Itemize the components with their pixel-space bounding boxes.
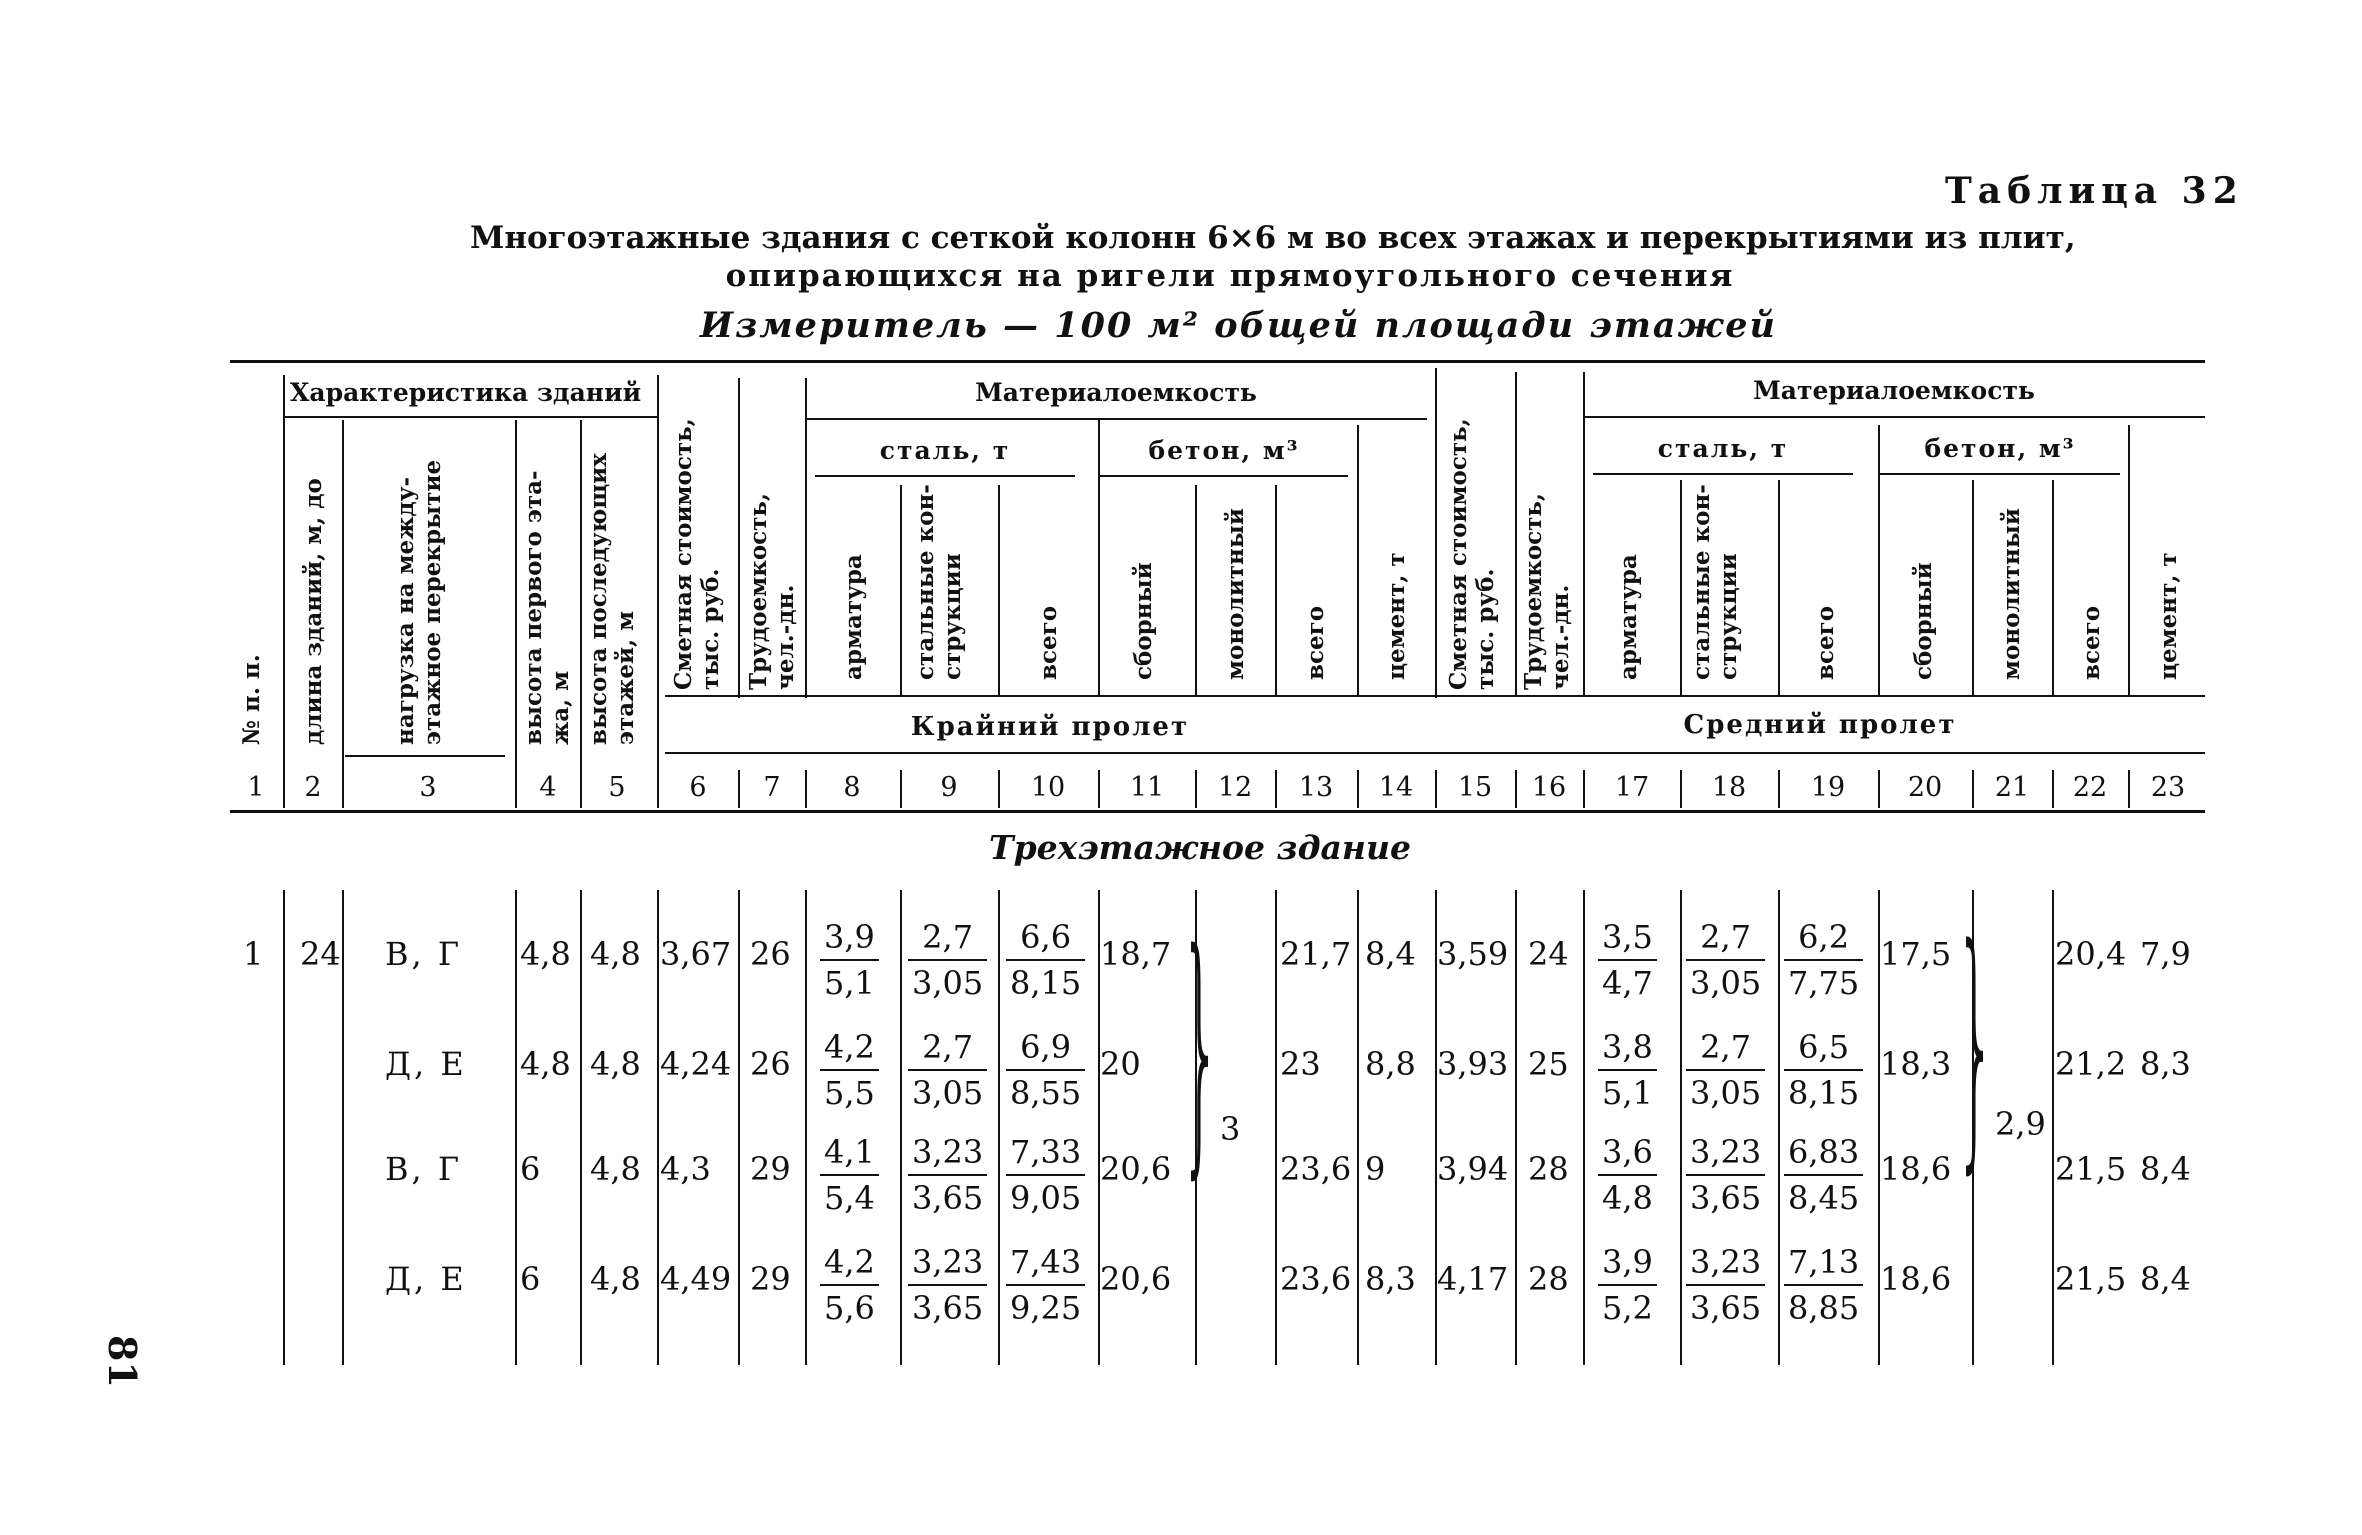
fraction-numerator: 6,2: [1784, 915, 1863, 961]
fraction-denominator: 7,75: [1788, 964, 1860, 1002]
column-number: 7: [763, 772, 781, 803]
vline: [1778, 770, 1780, 808]
estimated-cost: 3,67: [660, 935, 732, 973]
vline: [1435, 368, 1437, 698]
vline: [1878, 770, 1880, 808]
rule-numbers-bottom: [230, 810, 2205, 813]
fraction-denominator: 3,65: [912, 1289, 984, 1327]
total-concrete: 23: [1280, 1045, 1321, 1083]
rebar-fraction: [820, 915, 879, 1005]
vline: [1357, 890, 1359, 1365]
vline: [283, 375, 285, 807]
header-h-next: высота последующих этажей, м: [585, 453, 639, 745]
fraction-numerator: 3,9: [1598, 1240, 1657, 1286]
column-number: 20: [1907, 772, 1943, 803]
header-steel-left: сталь, т: [879, 436, 1011, 465]
load-value: Д, Е: [385, 1260, 467, 1298]
fraction-denominator: 9,25: [1010, 1289, 1082, 1327]
fraction-numerator: 6,5: [1784, 1025, 1863, 1071]
precast-concrete: 18,7: [1100, 935, 1172, 973]
fraction-denominator: 3,05: [1690, 1074, 1762, 1112]
monolithic-middle-value: 2,9: [1995, 1105, 2046, 1143]
fraction-numerator: 2,7: [908, 915, 987, 961]
labor-intensity: 29: [750, 1150, 791, 1188]
cement: 9: [1365, 1150, 1386, 1188]
first-floor-height: 4,8: [520, 1045, 571, 1083]
precast-concrete: 20,6: [1100, 1150, 1172, 1188]
vline: [900, 770, 902, 808]
fraction-numerator: 6,6: [1006, 915, 1085, 961]
fraction-denominator: 8,45: [1788, 1179, 1860, 1217]
rebar-fraction: [820, 1130, 879, 1220]
building-length: 24: [300, 935, 341, 973]
header-precast: сборный: [1130, 562, 1157, 680]
rebar-fraction-middle: [1598, 915, 1657, 1005]
vline: [342, 420, 344, 807]
total-concrete-middle: 20,4: [2055, 935, 2127, 973]
rule-top: [230, 360, 2205, 363]
load-value: Д, Е: [385, 1045, 467, 1083]
steel-total-fraction: [1006, 1240, 1085, 1330]
vline: [998, 890, 1000, 1365]
header-total-2: всего: [1812, 605, 1839, 680]
first-floor-height: 6: [520, 1260, 541, 1298]
table-title-line1: Многоэтажные здания с сеткой колонн 6×6 м во всех этажах и перекрытиями из плит,: [470, 220, 2076, 256]
vline: [738, 378, 740, 698]
estimated-cost-middle: 3,94: [1437, 1150, 1509, 1188]
table-measure: Измеритель — 100 м² общей площади этажей: [700, 305, 1777, 346]
header-cost: Сметная стоимость, тыс. руб.: [670, 418, 724, 690]
fraction-numerator: 7,33: [1006, 1130, 1085, 1176]
header-no: № п. п.: [238, 654, 265, 745]
cement-middle: 8,3: [2140, 1045, 2191, 1083]
fraction-numerator: 2,7: [1686, 915, 1765, 961]
vline: [2052, 770, 2054, 808]
column-number: 9: [940, 772, 958, 803]
fraction-numerator: 3,23: [1686, 1240, 1765, 1286]
header-total-concrete: всего: [1302, 605, 1329, 680]
column-number: 11: [1129, 772, 1165, 803]
rule-char: [285, 416, 657, 418]
total-concrete-middle: 21,2: [2055, 1045, 2127, 1083]
vline: [1972, 770, 1974, 808]
cement-middle: 8,4: [2140, 1260, 2191, 1298]
header-material-left: Материалоемкость: [975, 378, 1257, 407]
fraction-numerator: 3,5: [1598, 915, 1657, 961]
estimated-cost: 4,49: [660, 1260, 732, 1298]
labor-intensity-middle: 28: [1528, 1260, 1569, 1298]
vline: [1778, 890, 1780, 1365]
header-monolithic: монолитный: [1222, 508, 1249, 680]
fraction-denominator: 5,6: [824, 1289, 875, 1327]
header-labor-2: Трудоемкость, чел.-дн.: [1520, 492, 1574, 690]
precast-concrete-middle: 18,6: [1880, 1150, 1952, 1188]
steel-structure-fraction: [908, 1240, 987, 1330]
header-length: длина зданий, м, до: [300, 478, 327, 745]
estimated-cost-middle: 3,93: [1437, 1045, 1509, 1083]
vline: [1275, 770, 1277, 808]
vline: [900, 485, 902, 695]
first-floor-height: 6: [520, 1150, 541, 1188]
steel-total-fraction-middle: [1784, 1025, 1863, 1115]
vline: [1583, 890, 1585, 1365]
row-number: 1: [243, 935, 264, 973]
column-number: 23: [2150, 772, 2186, 803]
column-number: 13: [1298, 772, 1334, 803]
estimated-cost-middle: 4,17: [1437, 1260, 1509, 1298]
precast-concrete-middle: 18,3: [1880, 1045, 1952, 1083]
column-number: 16: [1531, 772, 1567, 803]
fraction-denominator: 8,55: [1010, 1074, 1082, 1112]
vline: [1680, 770, 1682, 808]
column-number: 14: [1378, 772, 1414, 803]
next-floor-height: 4,8: [590, 1260, 641, 1298]
fraction-numerator: 6,9: [1006, 1025, 1085, 1071]
header-concrete-left: бетон, м³: [1148, 436, 1300, 465]
cement: 8,8: [1365, 1045, 1416, 1083]
vline: [1275, 890, 1277, 1365]
labor-intensity: 29: [750, 1260, 791, 1298]
fraction-numerator: 4,1: [820, 1130, 879, 1176]
header-precast-2: сборный: [1910, 562, 1937, 680]
vline: [580, 890, 582, 1365]
fraction-denominator: 8,15: [1010, 964, 1082, 1002]
fraction-denominator: 3,65: [1690, 1179, 1762, 1217]
header-steel-struct-2: стальные кон- струкции: [1688, 484, 1742, 680]
vline: [2052, 890, 2054, 1365]
fraction-denominator: 3,65: [912, 1179, 984, 1217]
column-number: 22: [2072, 772, 2108, 803]
precast-concrete: 20,6: [1100, 1260, 1172, 1298]
vline: [1357, 425, 1359, 695]
vline: [998, 770, 1000, 808]
cement-middle: 8,4: [2140, 1150, 2191, 1188]
vline: [657, 890, 659, 1365]
steel-structure-fraction-middle: [1686, 1025, 1765, 1115]
labor-intensity: 26: [750, 1045, 791, 1083]
vline: [580, 420, 582, 807]
total-concrete: 23,6: [1280, 1260, 1352, 1298]
fraction-numerator: 3,23: [908, 1240, 987, 1286]
steel-total-fraction-middle: [1784, 915, 1863, 1005]
steel-structure-fraction-middle: [1686, 1240, 1765, 1330]
rebar-fraction-middle: [1598, 1025, 1657, 1115]
vline: [1098, 770, 1100, 808]
rule-concrete-left: [1100, 475, 1348, 477]
precast-concrete-middle: 17,5: [1880, 935, 1952, 973]
precast-concrete: 20: [1100, 1045, 1141, 1083]
section-title: Трехэтажное здание: [989, 828, 1411, 867]
fraction-denominator: 9,05: [1010, 1179, 1082, 1217]
monolithic-edge-value: 3: [1220, 1110, 1241, 1148]
total-concrete-middle: 21,5: [2055, 1150, 2127, 1188]
total-concrete: 23,6: [1280, 1150, 1352, 1188]
page-number: 81: [100, 1335, 145, 1388]
column-number: 18: [1711, 772, 1747, 803]
steel-total-fraction-middle: [1784, 1130, 1863, 1220]
header-monolithic-2: монолитный: [1998, 508, 2025, 680]
fraction-denominator: 8,85: [1788, 1289, 1860, 1327]
column-number: 17: [1614, 772, 1650, 803]
steel-structure-fraction: [908, 1025, 987, 1115]
header-labor: Трудоемкость, чел.-дн.: [745, 492, 799, 690]
header-material-right: Материалоемкость: [1753, 376, 2035, 405]
vline: [283, 890, 285, 1365]
vline: [657, 375, 659, 807]
column-number: 15: [1457, 772, 1493, 803]
fraction-denominator: 3,05: [912, 1074, 984, 1112]
vline: [1778, 480, 1780, 695]
column-number: 1: [247, 772, 265, 803]
column-number: 3: [419, 772, 437, 803]
vline: [342, 890, 344, 1365]
fraction-numerator: 3,9: [820, 915, 879, 961]
brace-middle: }: [1955, 894, 1997, 1196]
next-floor-height: 4,8: [590, 1150, 641, 1188]
fraction-numerator: 4,2: [820, 1240, 879, 1286]
steel-structure-fraction: [908, 915, 987, 1005]
steel-total-fraction: [1006, 1025, 1085, 1115]
rule-char-bottom: [345, 755, 505, 757]
vline: [515, 420, 517, 807]
header-middle-span: Средний пролет: [1683, 710, 1957, 740]
next-floor-height: 4,8: [590, 935, 641, 973]
vline: [515, 890, 517, 1365]
rule-span-bottom: [665, 752, 2205, 754]
load-value: В, Г: [385, 935, 463, 973]
fraction-numerator: 3,6: [1598, 1130, 1657, 1176]
table-number: Таблица 32: [1945, 170, 2244, 212]
vline: [1515, 890, 1517, 1365]
vline: [805, 890, 807, 1365]
precast-concrete-middle: 18,6: [1880, 1260, 1952, 1298]
rule-steel-left: [815, 475, 1075, 477]
rule-mat-left: [805, 418, 1427, 420]
labor-intensity-middle: 25: [1528, 1045, 1569, 1083]
fraction-denominator: 3,05: [1690, 964, 1762, 1002]
header-load: нагрузка на между- этажное перекрытие: [392, 459, 446, 745]
rebar-fraction: [820, 1025, 879, 1115]
steel-total-fraction: [1006, 1130, 1085, 1220]
header-steel-right: сталь, т: [1657, 434, 1789, 463]
fraction-denominator: 5,1: [824, 964, 875, 1002]
fraction-denominator: 3,65: [1690, 1289, 1762, 1327]
fraction-denominator: 5,4: [824, 1179, 875, 1217]
header-edge-span: Крайний пролет: [910, 712, 1190, 742]
vline: [2128, 425, 2130, 695]
steel-structure-fraction-middle: [1686, 915, 1765, 1005]
vline: [2052, 480, 2054, 695]
column-number: 2: [304, 772, 322, 803]
load-value: В, Г: [385, 1150, 463, 1188]
next-floor-height: 4,8: [590, 1045, 641, 1083]
brace-edge: }: [1180, 899, 1222, 1201]
header-cement: цемент, т: [1383, 552, 1410, 680]
column-number: 6: [689, 772, 707, 803]
steel-structure-fraction-middle: [1686, 1130, 1765, 1220]
vline: [1878, 425, 1880, 695]
vline: [805, 378, 807, 698]
total-concrete: 21,7: [1280, 935, 1352, 973]
cement: 8,3: [1365, 1260, 1416, 1298]
estimated-cost: 4,24: [660, 1045, 732, 1083]
column-number: 21: [1994, 772, 2030, 803]
labor-intensity-middle: 24: [1528, 935, 1569, 973]
estimated-cost: 4,3: [660, 1150, 711, 1188]
vline: [1972, 480, 1974, 695]
vline: [1435, 770, 1437, 808]
column-number: 10: [1030, 772, 1066, 803]
fraction-numerator: 2,7: [908, 1025, 987, 1071]
fraction-denominator: 8,15: [1788, 1074, 1860, 1112]
fraction-numerator: 2,7: [1686, 1025, 1765, 1071]
vline: [1583, 372, 1585, 697]
rebar-fraction-middle: [1598, 1130, 1657, 1220]
fraction-denominator: 4,8: [1602, 1179, 1653, 1217]
vline: [1515, 372, 1517, 697]
vline: [2128, 770, 2130, 808]
vline: [1195, 770, 1197, 808]
column-number: 5: [608, 772, 626, 803]
fraction-denominator: 3,05: [912, 964, 984, 1002]
steel-structure-fraction: [908, 1130, 987, 1220]
total-concrete-middle: 21,5: [2055, 1260, 2127, 1298]
fraction-denominator: 5,5: [824, 1074, 875, 1112]
steel-total-fraction-middle: [1784, 1240, 1863, 1330]
vline: [738, 890, 740, 1365]
cement-middle: 7,9: [2140, 935, 2191, 973]
fraction-numerator: 7,13: [1784, 1240, 1863, 1286]
fraction-numerator: 3,23: [1686, 1130, 1765, 1176]
fraction-numerator: 6,83: [1784, 1130, 1863, 1176]
fraction-numerator: 3,8: [1598, 1025, 1657, 1071]
vline: [1275, 485, 1277, 695]
header-rebar: арматура: [840, 554, 867, 680]
header-total: всего: [1035, 605, 1062, 680]
header-cement-2: цемент, т: [2155, 552, 2182, 680]
column-number: 12: [1217, 772, 1253, 803]
fraction-denominator: 5,2: [1602, 1289, 1653, 1327]
column-number: 8: [843, 772, 861, 803]
fraction-numerator: 4,2: [820, 1025, 879, 1071]
column-number: 19: [1810, 772, 1846, 803]
header-total-concrete-2: всего: [2078, 605, 2105, 680]
header-h-first: высота первого эта- жа, м: [520, 470, 574, 745]
fraction-denominator: 4,7: [1602, 964, 1653, 1002]
labor-intensity-middle: 28: [1528, 1150, 1569, 1188]
rule-concrete-right: [1880, 473, 2120, 475]
rebar-fraction: [820, 1240, 879, 1330]
header-concrete-right: бетон, м³: [1924, 434, 2076, 463]
steel-total-fraction: [1006, 915, 1085, 1005]
header-steel-struct: стальные кон- струкции: [912, 484, 966, 680]
rule-mat-right: [1583, 416, 2205, 418]
vline: [1357, 770, 1359, 808]
vline: [1680, 890, 1682, 1365]
table-title-line2: опирающихся на ригели прямоугольного сечения: [725, 258, 1735, 294]
rebar-fraction-middle: [1598, 1240, 1657, 1330]
header-cost-2: Сметная стоимость, тыс. руб.: [1445, 418, 1499, 690]
vline: [657, 770, 659, 808]
cement: 8,4: [1365, 935, 1416, 973]
vline: [1195, 485, 1197, 695]
vline: [1680, 480, 1682, 695]
first-floor-height: 4,8: [520, 935, 571, 973]
column-number: 4: [539, 772, 557, 803]
estimated-cost-middle: 3,59: [1437, 935, 1509, 973]
header-rebar-2: арматура: [1615, 554, 1642, 680]
fraction-numerator: 7,43: [1006, 1240, 1085, 1286]
vline: [900, 890, 902, 1365]
labor-intensity: 26: [750, 935, 791, 973]
vline: [998, 485, 1000, 695]
rule-steel-right: [1593, 473, 1853, 475]
fraction-numerator: 3,23: [908, 1130, 987, 1176]
fraction-denominator: 5,1: [1602, 1074, 1653, 1112]
header-characteristics: Характеристика зданий: [290, 378, 642, 407]
